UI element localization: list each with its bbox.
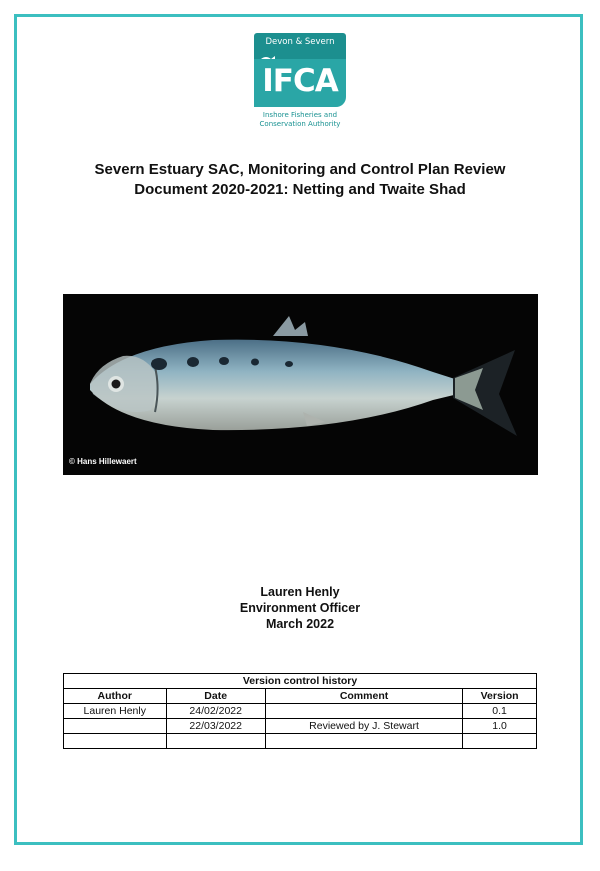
version-control-table <box>63 673 537 749</box>
header-version: Version <box>463 689 537 704</box>
logo-ifca-text: IFCA <box>262 63 338 99</box>
author-date: March 2022 <box>265 617 335 631</box>
cell-author: Lauren Henly <box>64 704 167 719</box>
logo-caption <box>254 111 346 128</box>
author-block <box>150 584 450 632</box>
header-comment: Comment <box>265 689 462 704</box>
cell-version <box>463 734 537 749</box>
cell-version: 0.1 <box>463 704 537 719</box>
cell-date: 24/02/2022 <box>166 704 265 719</box>
logo-caption-line2: Conservation Authority <box>259 119 341 128</box>
header-author: Author <box>64 689 167 704</box>
table-caption: Version control history <box>64 674 537 689</box>
document-title <box>60 160 540 200</box>
table-row <box>64 734 537 749</box>
cell-comment: Reviewed by J. Stewart <box>265 719 462 734</box>
logo-caption-line1: Inshore Fisheries and <box>262 111 338 119</box>
cell-author <box>64 734 167 749</box>
logo-ifca-block <box>254 59 346 107</box>
photo-credit: © Hans Hillewaert <box>69 457 137 466</box>
table-row <box>64 704 537 719</box>
cell-date <box>166 734 265 749</box>
table-row <box>64 719 537 734</box>
header-date: Date <box>166 689 265 704</box>
cell-comment <box>265 734 462 749</box>
cell-author <box>64 719 167 734</box>
cell-comment <box>265 704 462 719</box>
fish-illustration <box>63 294 538 475</box>
cell-date: 22/03/2022 <box>166 719 265 734</box>
author-role: Environment Officer <box>239 601 361 615</box>
title-line-1: Severn Estuary SAC, Monitoring and Control Plan Review <box>94 161 506 178</box>
author-name: Lauren Henly <box>260 585 340 599</box>
cell-version: 1.0 <box>463 719 537 734</box>
title-line-2: Document 2020-2021: Netting and Twaite Shad <box>134 181 466 198</box>
logo-badge-text: Devon & Severn <box>265 37 335 47</box>
twaite-shad-photo <box>63 294 538 475</box>
